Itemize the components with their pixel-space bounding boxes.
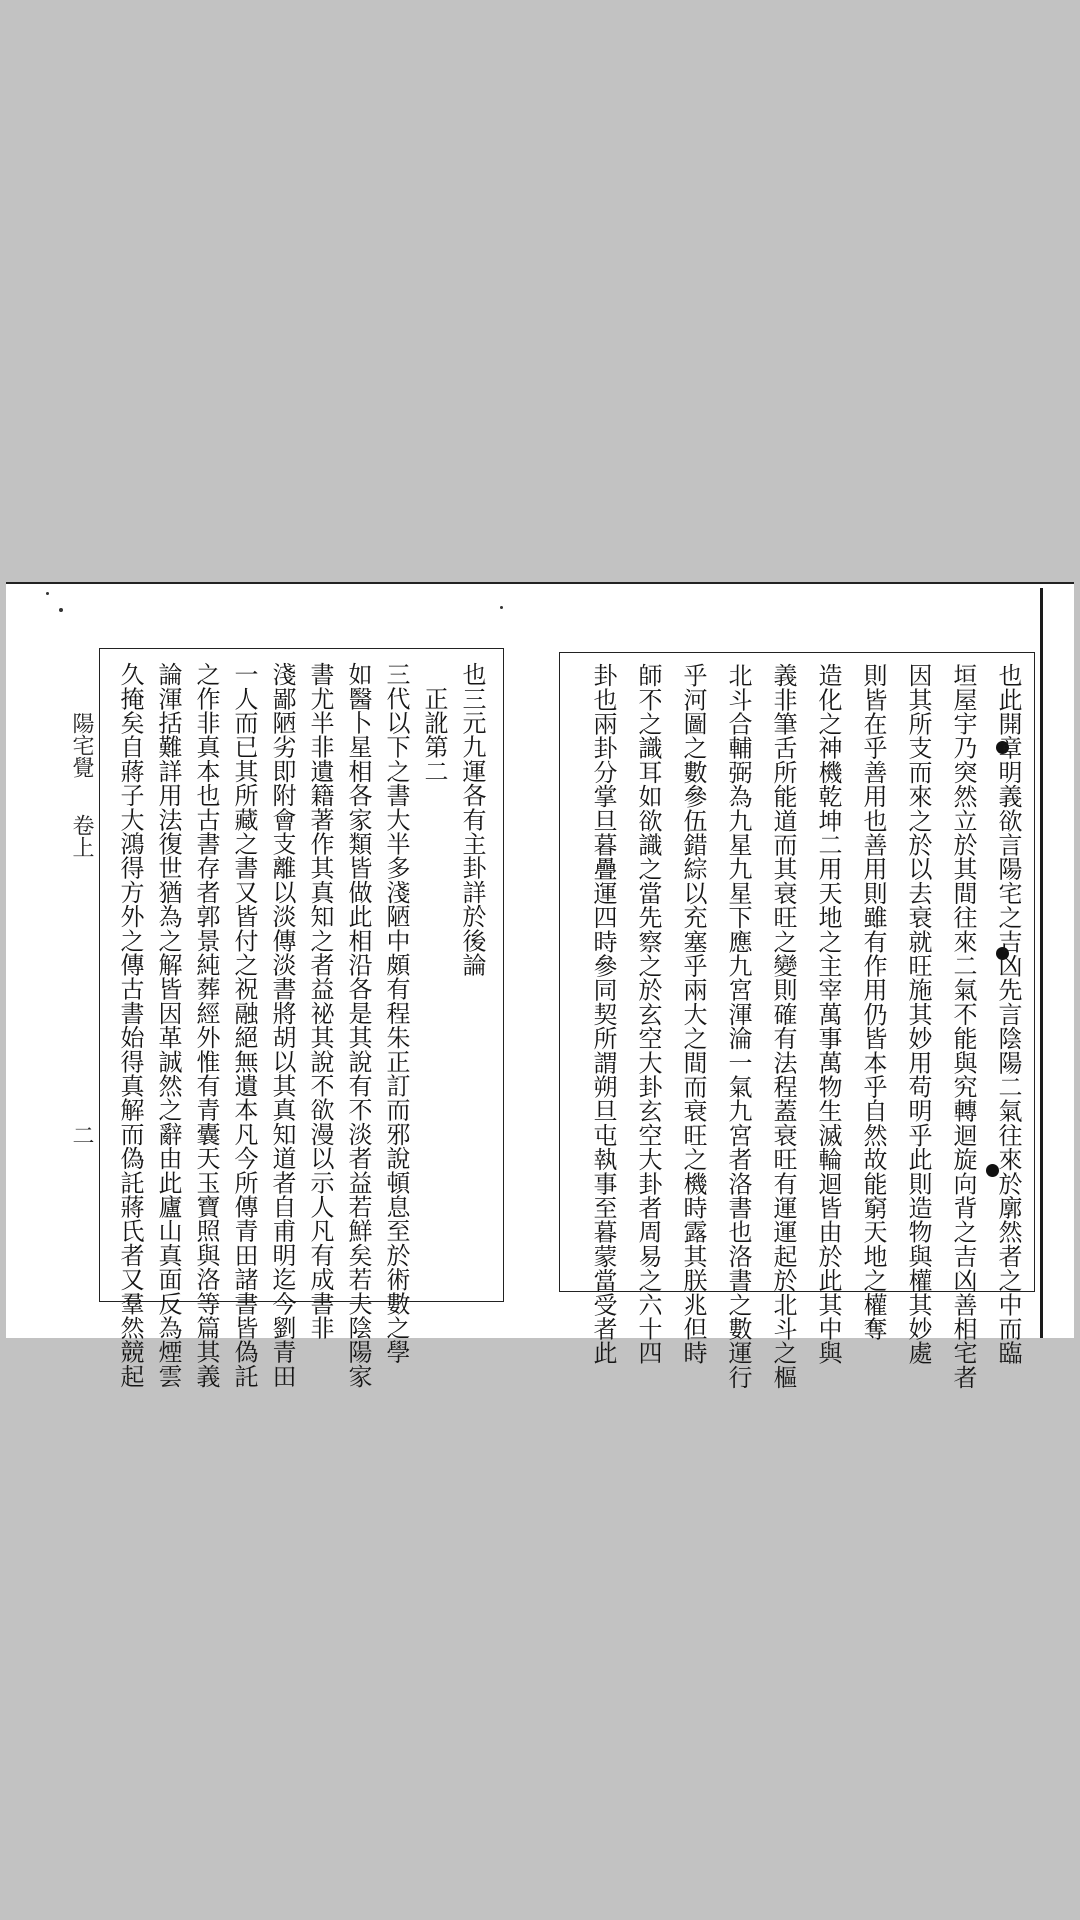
- text-column: 如醫卜星相各家類皆做此相沿各是其說有不淡者益若鮮矣若夫陰陽家: [344, 662, 372, 1388]
- text-column: 也三元九運各有主卦詳於後論: [458, 662, 486, 977]
- text-column: 造化之神機乾坤二用天地之主宰萬事萬物生滅輪迴皆由於此其中與: [814, 663, 842, 1365]
- scan-speck: [500, 606, 503, 609]
- scanned-book-page: [6, 582, 1074, 1389]
- text-column: 義非筆舌所能道而其衰旺之變則確有法程蓋衰旺有運運起於北斗之樞: [769, 663, 797, 1389]
- section-heading: 正訛第二: [420, 662, 448, 783]
- text-column: 書尤半非遺籍著作其真知之者益祕其說不欲漫以示人凡有成書非: [306, 662, 334, 1340]
- text-column: 師不之識耳如欲識之當先察之於玄空大卦玄空大卦者周易之六十四: [634, 663, 662, 1365]
- margin-folio-number: 二: [69, 1124, 94, 1146]
- right-page-text-frame: [559, 652, 1035, 1389]
- scan-speck: [46, 592, 49, 595]
- text-column: 一人而已其所藏之書又皆付之祝融絕無遺本凡今所傳青田諸書皆偽託: [230, 662, 258, 1388]
- text-column: 則皆在乎善用也善用則雖有作用仍皆本乎自然故能窮天地之權奪: [859, 663, 887, 1341]
- margin-volume: 卷上: [69, 814, 94, 858]
- text-column: 論渾括難詳用法復世猶為之解皆因革誠然之辭由此廬山真面反為煙雲: [154, 662, 182, 1388]
- text-column: 垣屋宇乃突然立於其間往來二氣不能與究轉迴旋向背之吉凶善相宅者: [949, 663, 977, 1389]
- text-column: 卦也兩卦分掌旦暮疊運四時參同契所謂朔旦屯執事至暮蒙當受者此: [589, 663, 617, 1365]
- text-column: 淺鄙陋劣即附會支離以淡傳淡書將胡以其真知道者自甫明迄今劉青田: [268, 662, 296, 1388]
- text-column: 三代以下之書大半多淺陋中頗有程朱正訂而邪說頓息至於術數之學: [382, 662, 410, 1364]
- text-column: 也此開章明義欲言陽宅之吉凶先言陰陽二氣往來於廓然者之中而臨: [994, 663, 1022, 1365]
- text-column: 之作非真本也古書存者郭景純葬經外惟有青囊天玉寶照與洛等篇其義: [192, 662, 220, 1388]
- scan-speck: [59, 608, 63, 612]
- text-column: 久掩矣自蔣子大鴻得方外之傳古書始得真解而偽託蔣氏者又羣然競起: [116, 662, 144, 1388]
- left-page-text-frame: [99, 648, 504, 1388]
- text-column: 乎河圖之數參伍錯綜以充塞乎兩大之間而衰旺之機時露其朕兆但時: [679, 663, 707, 1365]
- page-edge-rule: [1040, 588, 1043, 1338]
- text-column: 因其所支而來之於以去衰就旺施其妙用苟明乎此則造物與權其妙處: [904, 663, 932, 1365]
- text-column: 北斗合輔弼為九星九星下應九宮渾淪一氣九宮者洛書也洛書之數運行: [724, 663, 752, 1389]
- margin-book-title: 陽宅覺: [69, 712, 94, 778]
